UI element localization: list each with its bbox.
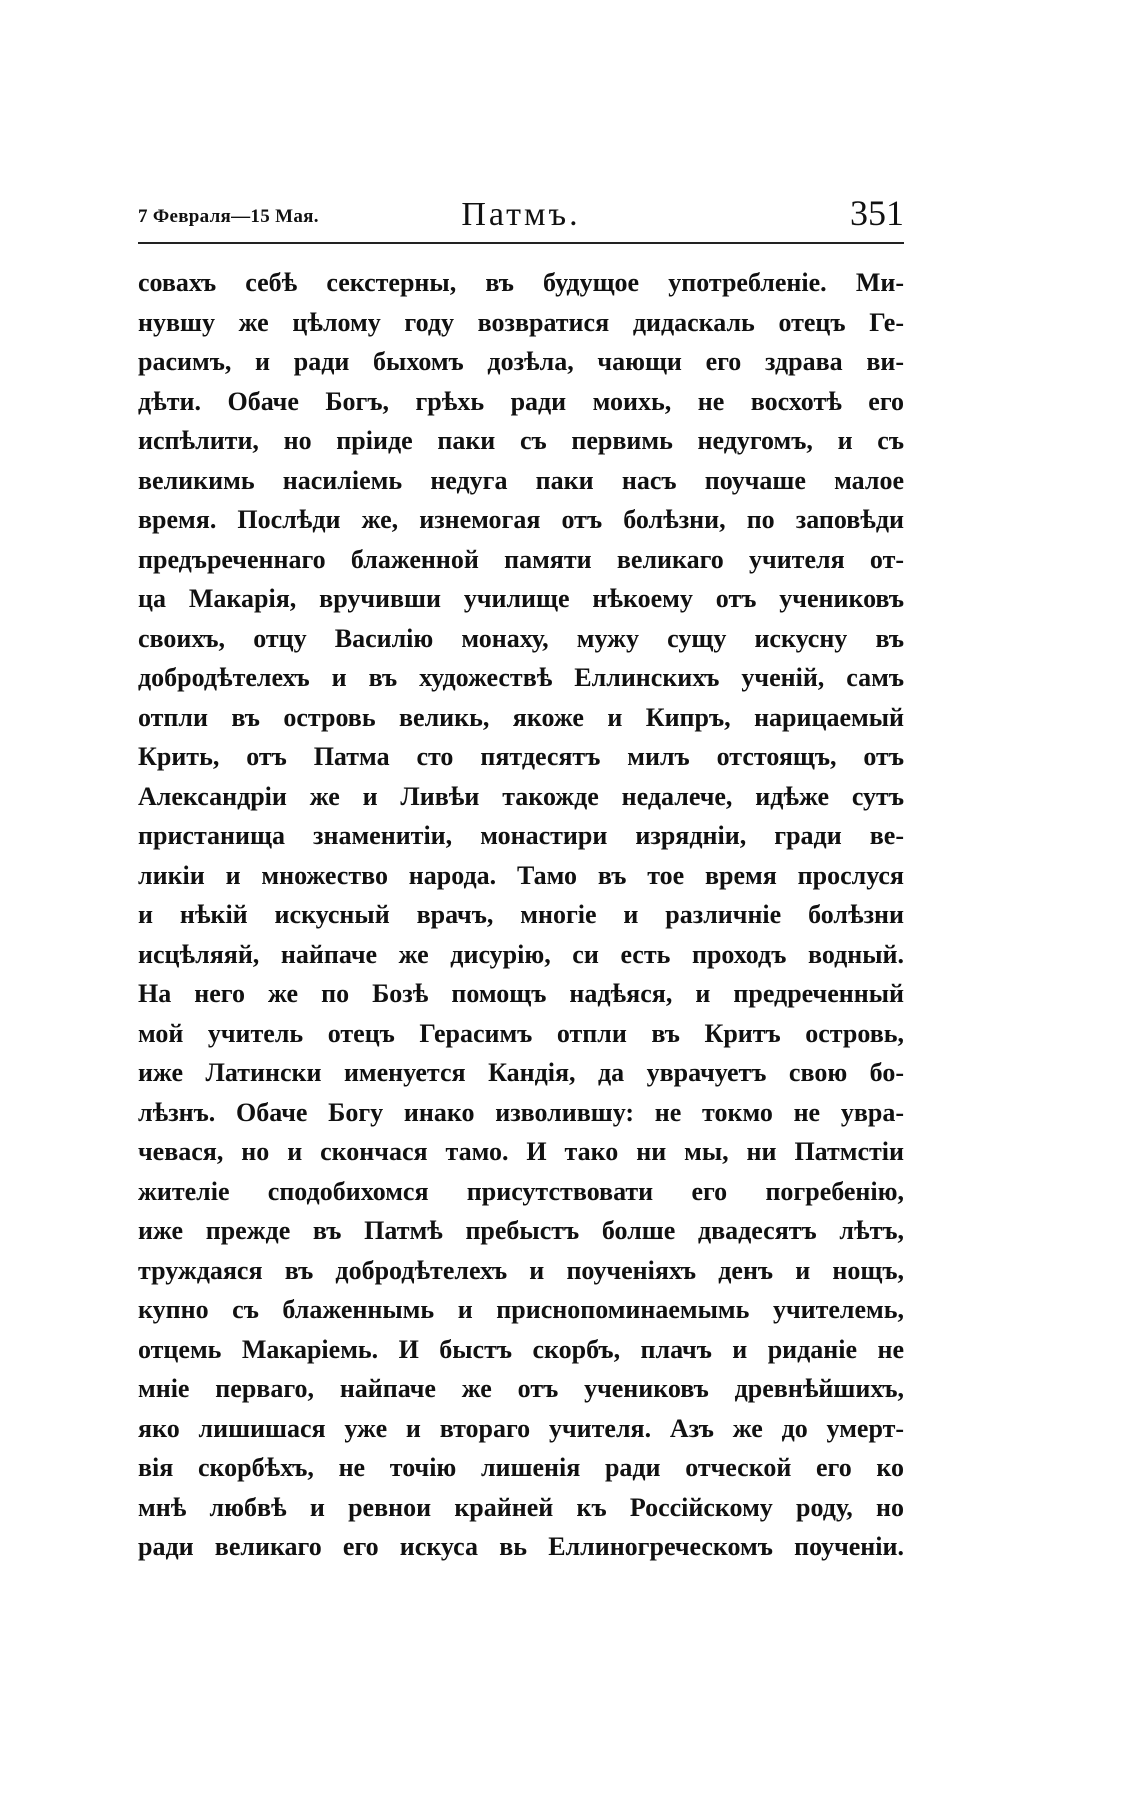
text-line: чевася, но и скончася тамо. И тако ни мы, ни Патмстіи (138, 1137, 904, 1166)
text-line: лѣзнъ. Обаче Богу инако изволившу: не токмо не увра- (138, 1097, 904, 1127)
text-line: великимь насиліемь недуга паки насъ поучаше малое (138, 465, 904, 495)
text-line: совахъ себѣ секстерны, въ будущое употребленіе. Ми- (138, 268, 904, 297)
text-line: время. Послѣди же, изнемогая отъ болѣзни, по заповѣди (138, 505, 904, 534)
text-line: пристанища знаменитіи, монастири изрядніи, гради ве- (138, 821, 904, 850)
page-number: 351 (850, 193, 904, 233)
running-header (138, 190, 904, 240)
text-line: жителіе сподобихомся присутствовати его погребенію, (138, 1176, 904, 1206)
text-line: мой учитель отецъ Герасимъ отпли въ Критъ островь, (138, 1018, 904, 1048)
header-date-range: 7 Февраля—15 Мая. (138, 206, 319, 227)
text-line: Крить, отъ Патма сто пятдесятъ милъ отстоящъ, отъ (138, 742, 904, 771)
text-line: ради великаго его искуса вь Еллиногреческомъ поученіи. (138, 1532, 904, 1561)
text-line: предъреченнаго блаженной памяти великаго учителя от- (138, 544, 904, 574)
text-line: Александріи же и Ливѣи такожде недалече, идѣже сутъ (138, 781, 904, 811)
text-line: отцемь Макаріемь. И быстъ скорбъ, плачъ и риданіе не (138, 1334, 904, 1364)
text-line: и нѣкій искусный врачъ, многіе и различніе болѣзни (138, 900, 904, 929)
text-line: испѣлити, но пріиде паки съ первимь недугомъ, и съ (138, 426, 904, 455)
text-line: добродѣтелехъ и въ художествѣ Еллинскихъ ученій, самъ (138, 663, 904, 692)
text-line: мніе перваго, найпаче же отъ учениковъ древнѣйшихъ, (138, 1374, 904, 1403)
text-line: мнѣ любвѣ и ревнои крайней къ Россійскому роду, но (138, 1492, 904, 1522)
header-title: Патмъ. (461, 196, 581, 233)
header-rule (138, 242, 904, 244)
text-line: ликіи и множество народа. Тамо въ тое время прослуся (138, 860, 904, 890)
body-text (138, 263, 904, 1567)
text-line: ца Макарія, вручивши училище нѣкоему отъ учениковъ (138, 584, 904, 613)
text-line: исцѣляяй, найпаче же дисурію, си есть проходъ водный. (138, 939, 904, 969)
text-line: дѣти. Обаче Богъ, грѣхь ради моихь, не восхотѣ его (138, 386, 904, 416)
text-line: На него же по Бозѣ помощъ надѣяся, и предреченный (138, 979, 904, 1008)
text-line: своихъ, отцу Василію монаху, мужу сущу искусну въ (138, 623, 904, 653)
text-line: нувшу же цѣлому году возвратися дидаскаль отецъ Ге- (138, 307, 904, 337)
text-line: расимъ, и ради быхомъ дозѣла, чающи его здрава ви- (138, 347, 904, 376)
text-line: яко лишишася уже и втораго учителя. Азъ же до умерт- (138, 1413, 904, 1443)
text-line: иже прежде въ Патмѣ пребыстъ болше двадесятъ лѣтъ, (138, 1216, 904, 1245)
text-line: отпли въ островь великь, якоже и Кипръ, нарицаемый (138, 702, 904, 732)
text-line: иже Латински именуется Кандія, да уврачуетъ свою бо- (138, 1058, 904, 1087)
text-line: купно съ блаженнымь и приснопоминаемымь учителемь, (138, 1295, 904, 1324)
text-line: труждаяся въ добродѣтелехъ и поученіяхъ денъ и нощъ, (138, 1255, 904, 1285)
text-line: вія скорбѣхъ, не точію лишенія ради отческой его ко (138, 1453, 904, 1482)
